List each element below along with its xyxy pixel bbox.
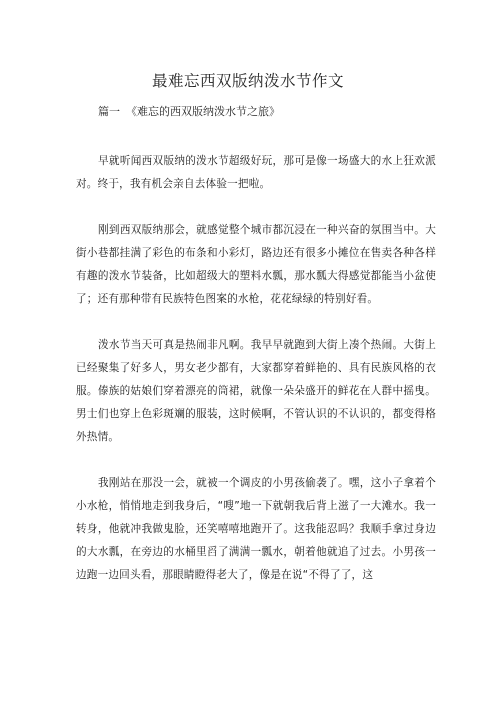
paragraph-4: 我刚站在那没一会，就被一个调皮的小男孩偷袭了。嘿，这小子拿着个小水枪，悄悄地走到我身后，“嗖”地一下就朝我后背上滋了一大滩水。我一转身，他就冲我做鬼脸，还笑嘻嘻地跑开了。这我能忍吗？我顺手拿过身边的大水瓢，在旁边的水桶里舀了满满一瓢水，朝着他就追了过去。小男孩一边跑一边回头看，那眼睛瞪得老大了，像是在说“不得了了，这 (76, 477, 436, 581)
document-title: 最难忘西双版纳泼水节作文 (151, 72, 344, 90)
section-title: 《难忘的西双版纳泼水节之旅》 (126, 105, 280, 118)
section-heading (98, 104, 280, 120)
article-body (76, 150, 436, 610)
paragraph-2: 刚到西双版纳那会，就感觉整个城市都沉浸在一种兴奋的氛围当中。大街小巷都挂满了彩色的布条和小彩灯，路边还有很多小摊位在售卖各种各样有趣的泼水节装备，比如超级大的塑料水瓢，那水瓢大得感觉都能当小盆使了；还有那种带有民族特色图案的水枪，花花绿绿的特别好看。 (76, 224, 436, 305)
paragraph-1: 早就听闻西双版纳的泼水节超级好玩，那可是像一场盛大的水上狂欢派对。终于，我有机会亲自去体验一把啦。 (76, 155, 436, 190)
paragraph-3: 泼水节当天可真是热闹非凡啊。我早早就跑到大街上凑个热闹。大街上已经聚集了好多人，男女老少都有，大家都穿着鲜艳的、具有民族风格的衣服。傣族的姑娘们穿着漂亮的筒裙，就像一朵朵盛开的鲜花在人群中摇曳。男士们也穿上色彩斑斓的服装，这时候啊，不管认识的不认识的，都变得格外热情。 (76, 339, 436, 443)
section-label: 篇一 (98, 105, 120, 118)
